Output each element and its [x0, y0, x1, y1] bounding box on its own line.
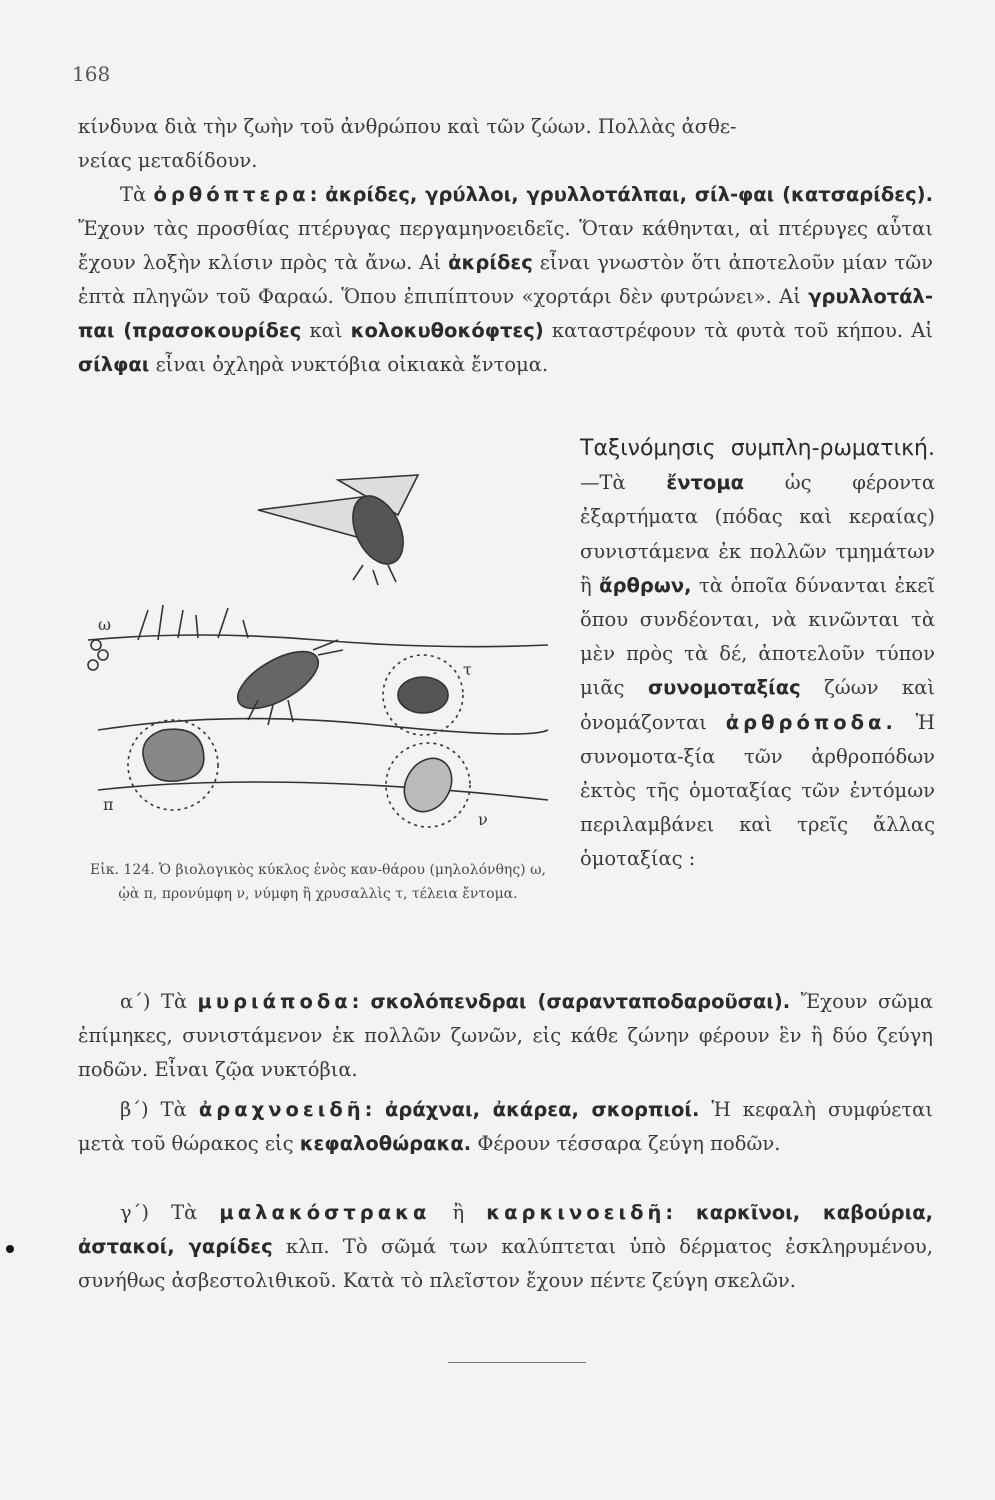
arachnida-text-2: Φέρουν τέσσαρα ζεύγη ποδῶν.: [471, 1132, 781, 1155]
classification-text-5: Ἡ συνομοτα-ξία τῶν ἀρθροπόδων ἐκτὸς τῆς ὁμοταξίας τῶν ἐντόμων περιλαμβάνει καὶ τρεῖς ἄλλας ὁμοταξίας :: [580, 710, 936, 871]
end-rule: [448, 1362, 586, 1363]
classification-text-2: ὡς φέροντα ἐξαρτήματα (πόδας καὶ κεραίας) συνιστάμενα ἐκ πολλῶν τμημάτων ἢ: [580, 471, 935, 597]
arachnida-bold-1: κεφαλοθώρακα.: [299, 1132, 472, 1155]
orthoptera-term: ὀρθόπτερα: [153, 183, 310, 206]
intro-line-2: νείας μεταδίδουν.: [78, 149, 258, 172]
myriapoda-list: : σκολόπενδραι (σαρανταποδαροῦσαι).: [351, 990, 791, 1013]
orthoptera-bold-4: σίλφαι: [78, 353, 150, 376]
figure-label-omega: ω: [98, 615, 112, 634]
classification-heading: Ταξινόμησις συμπλη-ρωματική.: [580, 436, 935, 461]
orthoptera-text-4: καταστρέφουν τὰ φυτὰ τοῦ κήπου. Αἱ: [543, 319, 933, 342]
orthoptera-list: : ἀκρίδες, γρύλλοι, γρυλλοτάλπαι, σίλ-φαι (κατσαρίδες).: [309, 183, 933, 206]
orthoptera-text-3: καὶ: [301, 319, 351, 342]
arachnida-lead: β΄) Τὰ: [120, 1098, 187, 1121]
beetle-life-cycle-illustration: [78, 470, 558, 850]
orthoptera-text-5: εἶναι ὀχληρὰ νυκτόβια οἰκιακὰ ἔντομα.: [149, 353, 549, 376]
arachnida-list: : ἀράχναι, ἀκάρεα, σκορπιοί.: [364, 1098, 700, 1121]
intro-paragraph: [78, 110, 933, 178]
myriapoda-lead: α΄) Τὰ: [120, 990, 188, 1013]
figure-label-nu: ν: [478, 810, 488, 829]
crustacea-term: μαλακόστρακα: [219, 1201, 431, 1224]
figure-beetle-life-cycle: [78, 470, 558, 850]
myriapoda-term: μυριάποδα: [197, 990, 352, 1013]
myriapoda-paragraph: [78, 985, 933, 1087]
classification-bold-4: ἀρθρόποδα.: [725, 710, 897, 734]
margin-dot: [6, 1245, 14, 1253]
myriapoda-text: Ἔχουν σῶμα ἐπίμηκες, συνιστάμενον ἐκ πολλῶν ζωνῶν, εἰς κάθε ζώνην φέρουν ἓν ἢ δύο ζεύγη ποδῶν. Εἶναι ζῷα νυκτόβια.: [78, 990, 933, 1081]
orthoptera-bold-2: γρυλλοτάλ-παι (πρασοκουρίδες: [78, 285, 933, 342]
classification-text-3: τὰ ὁποῖα δύνανται ἐκεῖ ὅπου συνδέονται, νὰ κινῶνται τὰ μὲν πρὸς τὰ δέ, ἀποτελοῦν τύπον μιᾶς: [580, 573, 935, 700]
crustacea-lead: γ΄) Τὰ: [120, 1201, 198, 1224]
arachnida-term: ἀραχνοειδῆ: [198, 1098, 365, 1121]
orthoptera-paragraph: [78, 178, 933, 382]
classification-bold-1: ἔντομα: [666, 471, 745, 495]
crustacea-term-2: καρκινοειδῆ: [486, 1201, 666, 1224]
page-number: 168: [72, 62, 111, 86]
figure-label-tau: τ: [463, 660, 472, 679]
intro-line-1: κίνδυνα διὰ τὴν ζωὴν τοῦ ἀνθρώπου καὶ τῶν ζώων. Πολλὰς ἀσθε-: [78, 115, 737, 138]
arachnida-paragraph: [78, 1093, 933, 1161]
orthoptera-text-2: εἶναι γνωστὸν ὅτι ἀποτελοῦν μίαν τῶν ἑπτὰ πληγῶν τοῦ Φαραώ. Ὅπου ἐπιπίπτουν «χορτάρι δὲν φυτρώνει». Αἱ: [78, 251, 933, 308]
orthoptera-bold-1: ἀκρίδες: [448, 251, 533, 274]
classification-text-1: —Τὰ: [580, 471, 667, 495]
crustacea-paragraph: [78, 1196, 933, 1298]
orthoptera-lead: Τὰ: [120, 183, 147, 206]
classification-bold-3: συνομοταξίας: [647, 676, 801, 700]
figure-label-pi: π: [103, 795, 114, 814]
classification-text-4: ζώων καὶ ὀνομάζονται: [580, 676, 936, 734]
crustacea-text: κλπ. Τὸ σῶμά των καλύπτεται ὑπὸ δέρματος ἐσκληρυμένου, συνήθως ἀσβεστολιθικοῦ. Κατὰ τὸ πλεῖστον ἔχουν πέντε ζεύγη σκελῶν.: [78, 1235, 933, 1292]
classification-paragraph: [580, 432, 935, 877]
classification-bold-2: ἄρθρων,: [599, 573, 692, 597]
figure-caption: Εἰκ. 124. Ὁ βιολογικὸς κύκλος ἑνὸς καν-θάρου (μηλολόνθης) ω, ᾠὰ π, προνύμφη ν, νύμφη ἢ χρυσαλλὶς τ, τέλεια ἔντομα.: [90, 862, 546, 902]
crustacea-mid: ἢ: [430, 1201, 487, 1224]
crustacea-list: : καρκῖνοι, καβούρια, ἀστακοί, γαρίδες: [78, 1201, 934, 1258]
arachnida-text-1: Ἡ κεφαλὴ συμφύεται μετὰ τοῦ θώρακος εἰς: [78, 1098, 934, 1155]
orthoptera-bold-3: κολοκυθοκόφτες): [350, 319, 544, 342]
orthoptera-text-1: Ἔχουν τὰς προσθίας πτέρυγας περγαμηνοειδεῖς. Ὅταν κάθηνται, αἱ πτέρυγες αὗται ἔχουν λοξὴν κλίσιν πρὸς τὰ ἄνω. Αἱ: [78, 217, 933, 274]
